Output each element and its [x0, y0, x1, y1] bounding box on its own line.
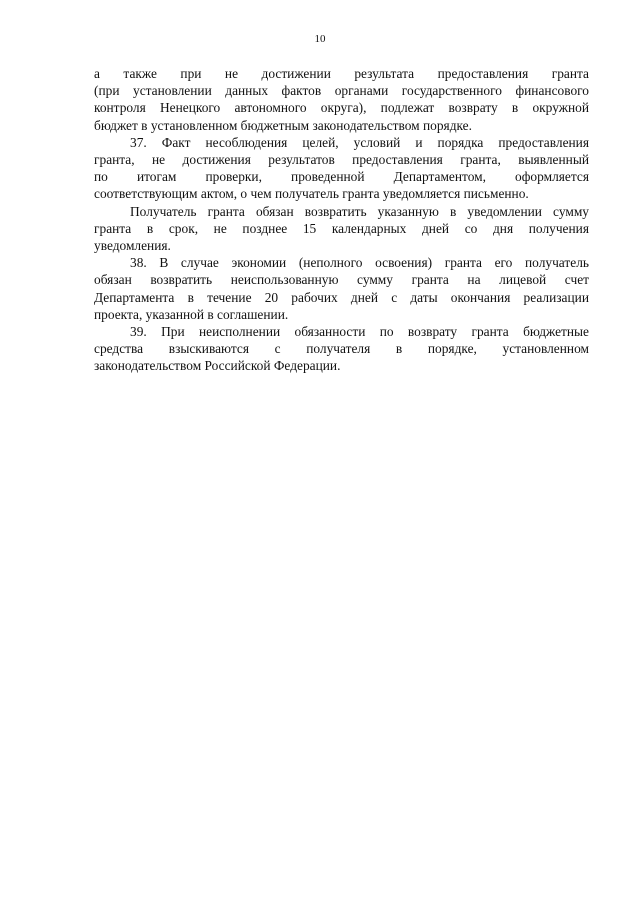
text-line: контроля Ненецкого автономного округа), подлежат возврату в окружной — [94, 100, 589, 116]
text-line: уведомления. — [94, 238, 171, 254]
text-line: гранта в срок, не позднее 15 календарных дней со дня получения — [94, 220, 589, 236]
text-line: по итогам проверки, проведенной Департаментом, оформляется — [94, 169, 589, 185]
text-line: законодательством Российской Федерации. — [94, 358, 341, 374]
text-line: проекта, указанной в соглашении. — [94, 306, 289, 322]
text-line: гранта, не достижения результатов предоставления гранта, выявленный — [94, 152, 589, 168]
page-number: 10 — [314, 33, 326, 45]
text-line: обязан возвратить неиспользованную сумму гранта на лицевой счет — [94, 272, 589, 288]
paragraph-39 — [94, 323, 589, 375]
paragraph-38 — [94, 254, 589, 323]
paragraph-37 — [94, 134, 589, 203]
text-line: 39. При неисполнении обязанности по возврату гранта бюджетные — [130, 324, 589, 340]
paragraph-continuation — [94, 65, 589, 134]
text-line: соответствующим актом, о чем получатель гранта уведомляется письменно. — [94, 186, 529, 202]
document-body — [94, 65, 589, 375]
text-line: 38. В случае экономии (неполного освоения) гранта его получатель — [130, 255, 589, 271]
text-line: Получатель гранта обязан возвратить указанную в уведомлении сумму — [130, 203, 589, 219]
text-line: бюджет в установленном бюджетным законодательством порядке. — [94, 117, 472, 133]
text-line: (при установлении данных фактов органами государственного финансового — [94, 83, 589, 99]
paragraph-recipient-obligation — [94, 203, 589, 255]
text-line: а также при не достижении результата предоставления гранта — [94, 66, 589, 81]
text-line: 37. Факт несоблюдения целей, условий и порядка предоставления — [130, 134, 589, 150]
text-line: Департамента в течение 20 рабочих дней с даты окончания реализации — [94, 289, 589, 305]
text-line: средства взыскиваются с получателя в порядке, установленном — [94, 341, 589, 357]
